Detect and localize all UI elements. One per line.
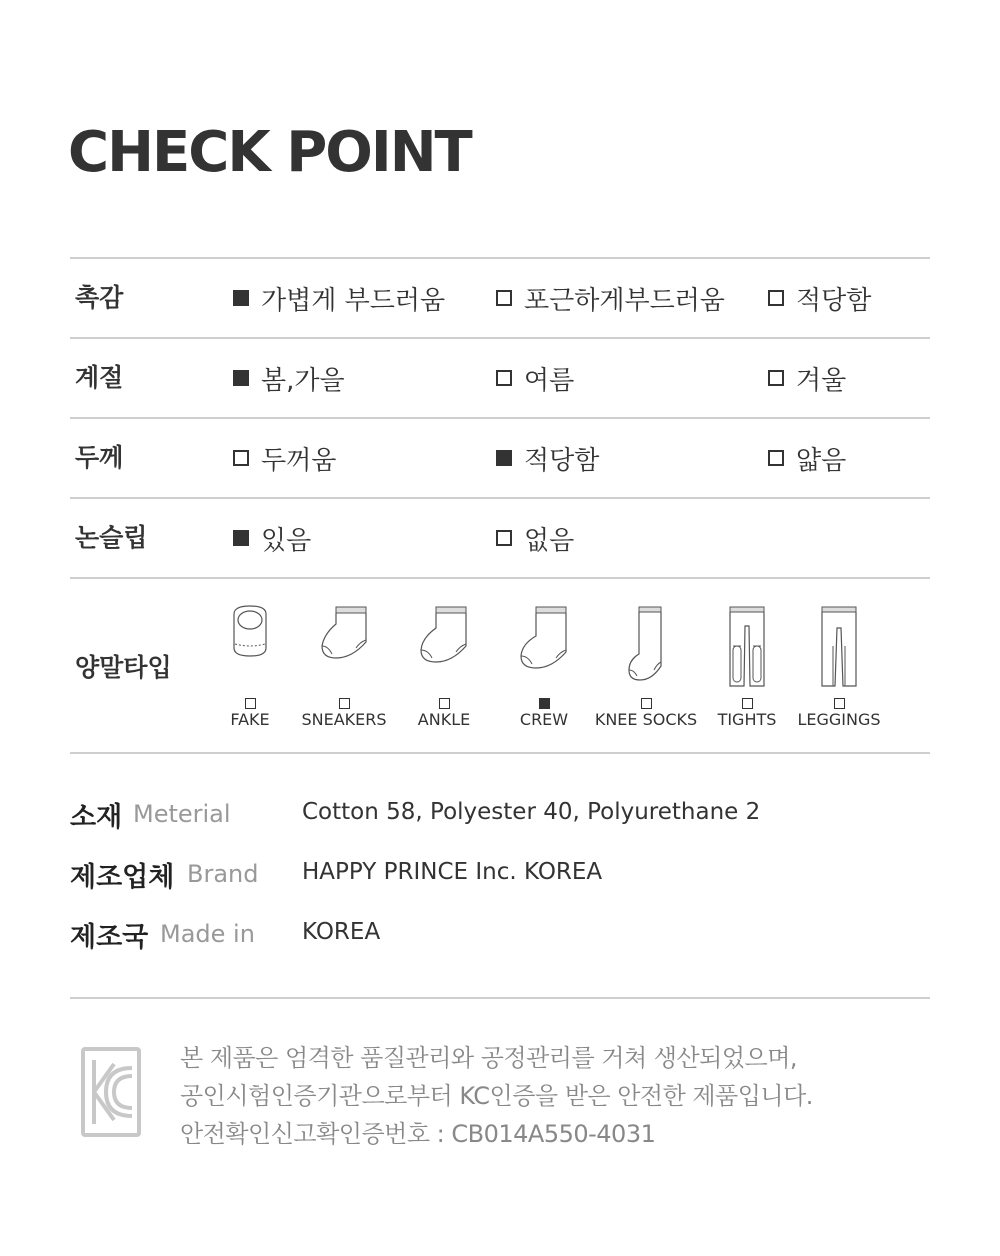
- checkbox-checked[interactable]: [539, 698, 550, 709]
- sock-type-name: LEGGINGS: [797, 710, 881, 729]
- certification-number: 안전확인신고확인증번호 : CB014A550-4031: [180, 1120, 656, 1148]
- spec-label-ko: 소재: [70, 802, 123, 833]
- option-label: 봄,가을: [261, 365, 345, 396]
- crew-sock-icon: [494, 602, 594, 692]
- spec-label-en: Brand: [187, 860, 259, 888]
- row-label: 계절: [75, 363, 124, 392]
- check-row-nonslip: [70, 499, 930, 577]
- ankle-sock-icon: [394, 602, 494, 692]
- spec-value: Cotton 58, Polyester 40, Polyurethane 2: [302, 799, 761, 825]
- checkbox[interactable]: [742, 698, 753, 709]
- fake-sock-icon: [200, 602, 300, 692]
- option-label: 여름: [524, 365, 575, 396]
- checkbox[interactable]: [641, 698, 652, 709]
- sock-type-name: SNEAKERS: [301, 710, 387, 729]
- checkbox-checked[interactable]: [233, 530, 249, 546]
- option-label: 두꺼움: [261, 445, 337, 476]
- leggings-icon: [789, 602, 889, 692]
- option[interactable]: [496, 339, 574, 417]
- option[interactable]: [496, 419, 599, 497]
- option[interactable]: [496, 259, 725, 337]
- divider: [70, 997, 930, 999]
- checkbox[interactable]: [496, 290, 512, 306]
- checkbox-checked[interactable]: [496, 450, 512, 466]
- checkbox-checked[interactable]: [233, 290, 249, 306]
- certification-text: 본 제품은 엄격한 품질관리와 공정관리를 거쳐 생산되었으며,: [180, 1044, 798, 1072]
- sock-type-name: TIGHTS: [717, 710, 777, 729]
- option[interactable]: [496, 499, 574, 577]
- spec-label-ko: 제조국: [70, 922, 149, 953]
- option[interactable]: [768, 419, 846, 497]
- checkbox[interactable]: [768, 290, 784, 306]
- option[interactable]: [233, 419, 336, 497]
- checkbox[interactable]: [768, 450, 784, 466]
- option-label: 있음: [261, 525, 312, 556]
- row-label: 논슬립: [75, 523, 148, 552]
- check-row-thickness: [70, 419, 930, 497]
- kc-logo-icon: [80, 1046, 142, 1142]
- option[interactable]: [768, 259, 871, 337]
- option[interactable]: [233, 259, 445, 337]
- option-label: 적당함: [524, 445, 600, 476]
- knee-sock-icon: [596, 602, 696, 692]
- spec-label-en: Meterial: [133, 800, 231, 828]
- checkbox[interactable]: [768, 370, 784, 386]
- check-row-touch: [70, 259, 930, 337]
- tights-icon: [697, 602, 797, 692]
- option[interactable]: [233, 339, 345, 417]
- divider: [70, 577, 930, 579]
- sock-type-name: KNEE SOCKS: [594, 710, 698, 729]
- sock-type-name: CREW: [519, 710, 569, 729]
- sock-type-label: 양말타입: [75, 653, 172, 682]
- spec-material: [70, 795, 930, 835]
- checkbox[interactable]: [496, 530, 512, 546]
- checkbox[interactable]: [233, 450, 249, 466]
- certification-text: 공인시험인증기관으로부터 KC인증을 받은 안전한 제품입니다.: [180, 1082, 813, 1110]
- sneakers-sock-icon: [294, 602, 394, 692]
- spec-label-en: Made in: [160, 920, 255, 948]
- checkbox-checked[interactable]: [233, 370, 249, 386]
- spec-brand: [70, 855, 930, 895]
- checkbox[interactable]: [834, 698, 845, 709]
- checkbox[interactable]: [496, 370, 512, 386]
- checkbox[interactable]: [439, 698, 450, 709]
- option-label: 얇음: [796, 445, 847, 476]
- checkbox[interactable]: [339, 698, 350, 709]
- checkbox[interactable]: [245, 698, 256, 709]
- sock-type-name: FAKE: [230, 710, 270, 729]
- spec-value: KOREA: [302, 919, 381, 945]
- divider: [70, 752, 930, 754]
- option-label: 겨울: [796, 365, 847, 396]
- option-label: 가볍게 부드러움: [261, 285, 446, 316]
- option-label: 없음: [524, 525, 575, 556]
- page-title: CHECK POINT: [68, 120, 471, 185]
- check-row-season: [70, 339, 930, 417]
- row-label: 촉감: [75, 283, 124, 312]
- sock-type-leggings[interactable]: [789, 602, 889, 732]
- option[interactable]: [233, 499, 311, 577]
- option-label: 포근하게부드러움: [524, 285, 725, 316]
- spec-made-in: [70, 915, 930, 955]
- spec-label-ko: 제조업체: [70, 862, 175, 893]
- sock-type-name: ANKLE: [417, 710, 471, 729]
- spec-value: HAPPY PRINCE Inc. KOREA: [302, 859, 603, 885]
- row-label: 두께: [75, 443, 124, 472]
- option-label: 적당함: [796, 285, 872, 316]
- option[interactable]: [768, 339, 846, 417]
